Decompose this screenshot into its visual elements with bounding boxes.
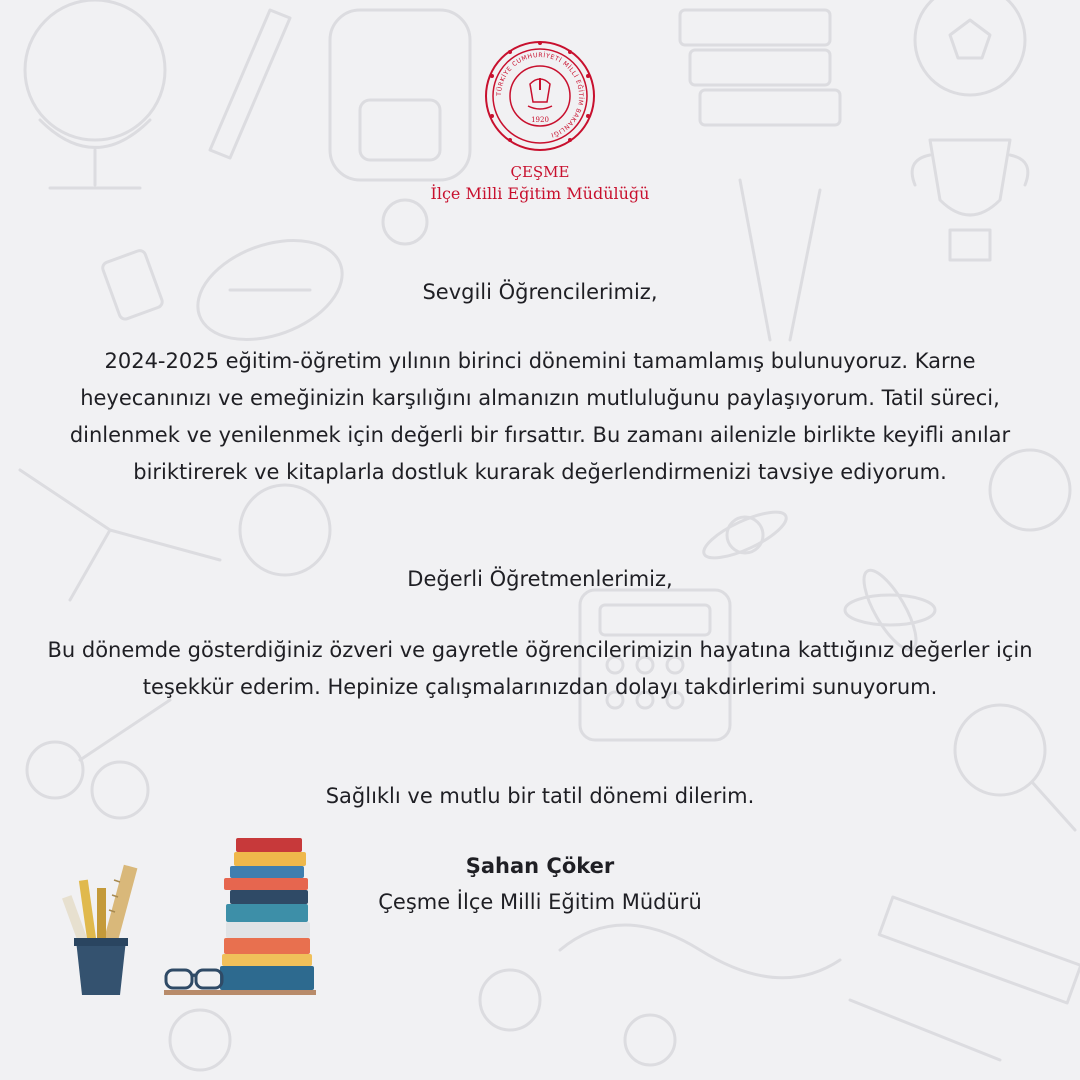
emblem-ring-text: TÜRKİYE CUMHURİYETİ MİLLİ EĞİTİM BAKANLIĞI: [495, 51, 585, 139]
greeting-students: Sevgili Öğrencilerimiz,: [422, 280, 658, 304]
eyeglasses-icon: [166, 970, 222, 988]
signer-title: Çeşme İlçe Milli Eğitim Müdürü: [378, 890, 702, 914]
signer-name: Şahan Çöker: [465, 854, 615, 878]
closing-wish: Sağlıklı ve mutlu bir tatil dönemi dilerim.: [325, 784, 755, 808]
emblem-year: 1920: [531, 116, 549, 124]
paragraph-teachers: Bu dönemde gösterdiğiniz özveri ve gayretle öğrencilerimizin hayatına kattığınız değerler için teşekkür ederim. Hepinize çalışmalarınızdan dolayı takdirlerimi sunuyorum.: [47, 638, 1033, 699]
paragraph-students: 2024-2025 eğitim-öğretim yılının birinci dönemini tamamlamış bulunuyoruz. Karne heyecanınızı ve emeğinizin karşılığını almanızın mutluluğunu paylaşıyorum. Tatil süreci, dinlenmek ve yenilenmek için değerli bir fırsattır. Bu zamanı ailenizle birlikte keyifli anılar biriktirerek ve kitaplarla dostluk kurarak değerlendirmenizi tavsiye ediyorum.: [69, 349, 1011, 484]
greeting-teachers: Değerli Öğretmenlerimiz,: [407, 567, 673, 591]
district-name: ÇEŞME: [510, 163, 570, 181]
ministry-emblem-logo: [484, 40, 596, 152]
pencil-cup-illustration: [62, 860, 152, 1000]
directorate-name: İlçe Milli Eğitim Müdülüğü: [430, 184, 650, 203]
book-stack-illustration: [160, 832, 330, 1002]
